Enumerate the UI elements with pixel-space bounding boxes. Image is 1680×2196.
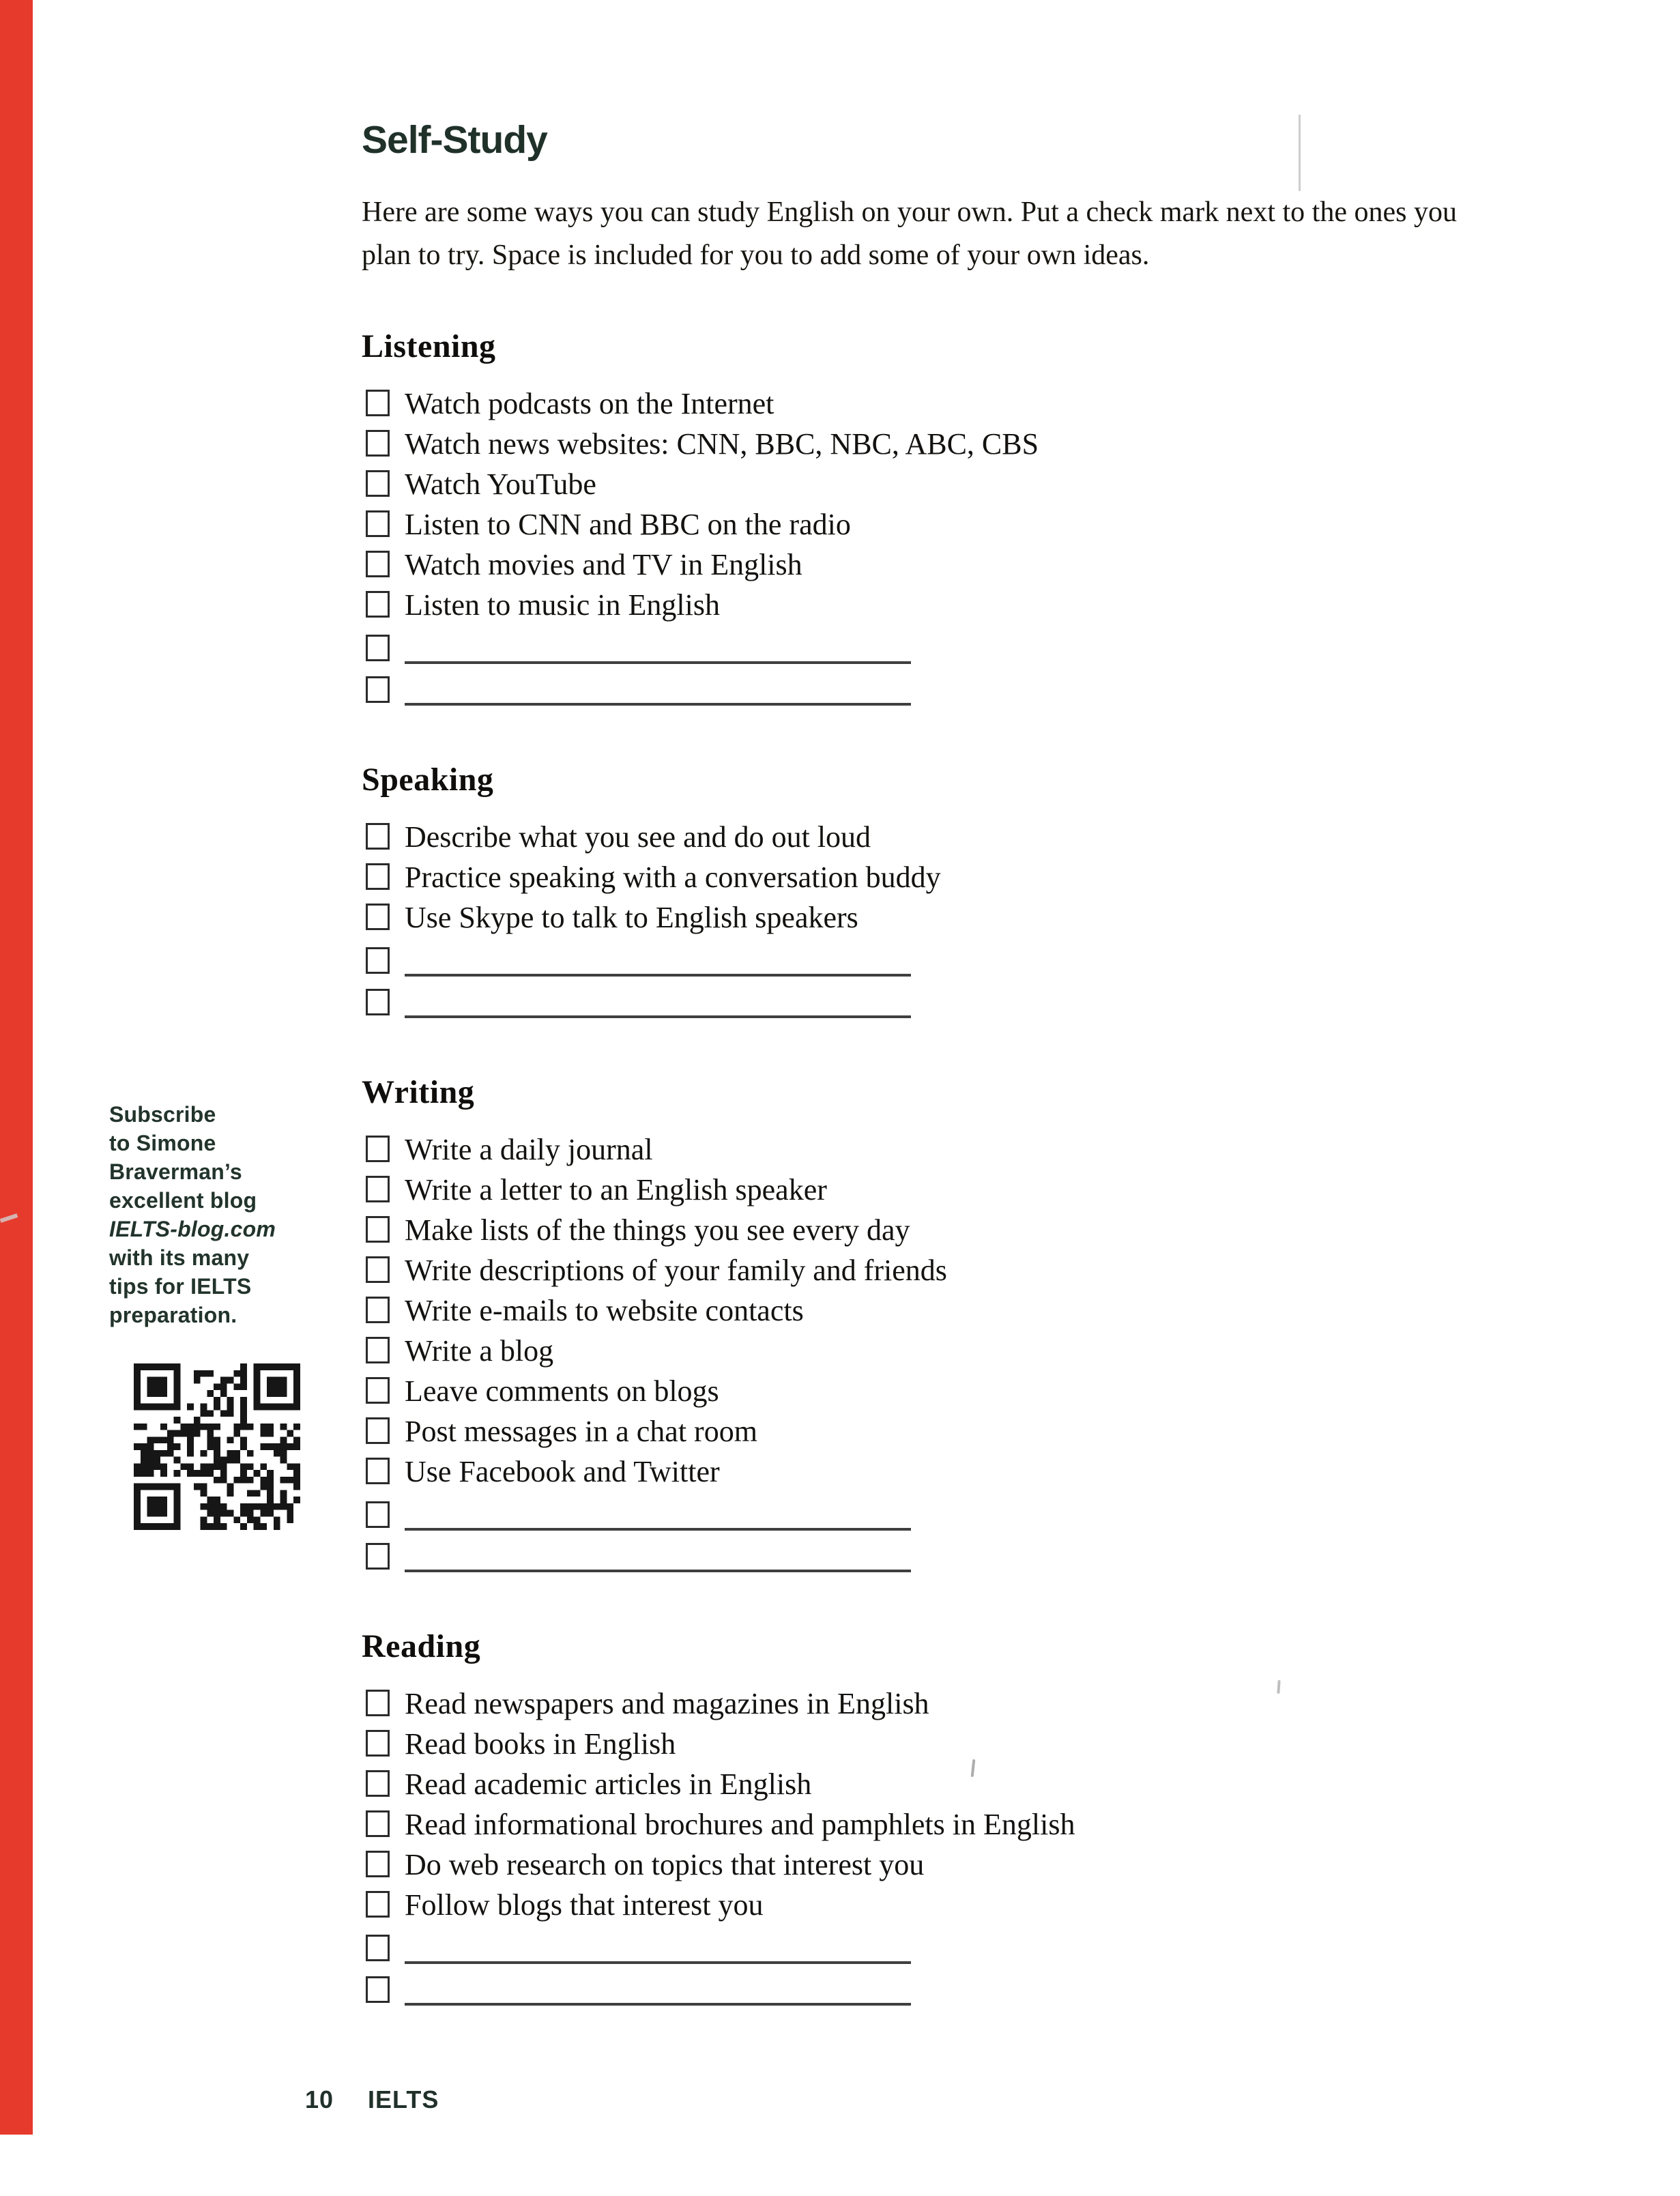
checkbox[interactable]: [366, 430, 390, 457]
item-label: Write e-mails to website contacts: [405, 1294, 804, 1327]
sidebar-note: [109, 1100, 334, 1329]
section-reading: [362, 1628, 1590, 2010]
item-label: Read books in English: [405, 1727, 676, 1761]
sidebar-note-line: Braverman’s: [109, 1159, 242, 1184]
section-heading: Writing: [362, 1074, 475, 1110]
item-label: Watch podcasts on the Internet: [405, 387, 774, 420]
checkbox[interactable]: [366, 947, 390, 974]
checkbox[interactable]: [366, 1501, 390, 1528]
section-writing: [362, 1073, 1590, 1577]
checkbox[interactable]: [366, 1216, 390, 1243]
write-in-row: [366, 669, 1590, 710]
checkbox[interactable]: [366, 551, 390, 577]
sidebar-note-line: to Simone: [109, 1131, 216, 1155]
checklist-item: [366, 859, 1590, 899]
checkbox[interactable]: [366, 1543, 390, 1570]
main-column: [362, 117, 1590, 2010]
item-label: Watch movies and TV in English: [405, 548, 802, 581]
checklist-item: [366, 547, 1590, 587]
item-label: Do web research on topics that interest you: [405, 1848, 925, 1881]
sidebar-note-line: excellent blog: [109, 1188, 257, 1213]
checklist-item: [366, 1333, 1590, 1373]
write-in-line[interactable]: [405, 940, 911, 977]
intro-line: Here are some ways you can study English on your own. Put a check mark next to the ones you: [362, 197, 1457, 228]
checkbox[interactable]: [366, 1851, 390, 1877]
item-label: Leave comments on blogs: [405, 1374, 719, 1408]
checkbox[interactable]: [366, 1417, 390, 1444]
checklist-item: [366, 899, 1590, 940]
item-label: Read newspapers and magazines in English: [405, 1687, 929, 1720]
checkbox[interactable]: [366, 1458, 390, 1484]
checkbox[interactable]: [366, 1377, 390, 1404]
checklist: [362, 1686, 1590, 2010]
item-label: Post messages in a chat room: [405, 1415, 757, 1448]
checklist: [362, 1131, 1590, 1577]
section-heading: Reading: [362, 1628, 481, 1664]
intro-paragraph: [362, 191, 1590, 277]
item-label: Watch news websites: CNN, BBC, NBC, ABC, CBS: [405, 427, 1039, 461]
book-title: IELTS: [368, 2085, 439, 2113]
item-label: Practice speaking with a conversation buddy: [405, 861, 941, 894]
checklist-item: [366, 1292, 1590, 1333]
checkbox[interactable]: [366, 1810, 390, 1837]
checklist-item: [366, 466, 1590, 506]
checkbox[interactable]: [366, 676, 390, 703]
item-label: Make lists of the things you see every day: [405, 1213, 910, 1247]
checkbox[interactable]: [366, 591, 390, 618]
checkbox[interactable]: [366, 1337, 390, 1363]
checkbox[interactable]: [366, 1891, 390, 1918]
write-in-row: [366, 1969, 1590, 2010]
item-label: Write descriptions of your family and friends: [405, 1254, 947, 1287]
sidebar-note-line: preparation.: [109, 1303, 237, 1327]
write-in-line[interactable]: [405, 1969, 911, 2006]
write-in-row: [366, 981, 1590, 1023]
write-in-line[interactable]: [405, 669, 911, 706]
sidebar-note-line: with its many: [109, 1245, 250, 1270]
sidebar-note-text: [109, 1100, 334, 1329]
checkbox[interactable]: [366, 1935, 390, 1961]
sidebar-note-line: tips for IELTS: [109, 1274, 252, 1299]
section-speaking: [362, 761, 1590, 1023]
section-heading: Listening: [362, 328, 496, 364]
checkbox[interactable]: [366, 1136, 390, 1162]
checkbox[interactable]: [366, 635, 390, 661]
checkbox[interactable]: [366, 1297, 390, 1323]
write-in-line[interactable]: [405, 981, 911, 1018]
checklist-item: [366, 1252, 1590, 1292]
page-footer: [305, 2085, 439, 2114]
item-label: Write a blog: [405, 1334, 554, 1368]
checklist-item: [366, 386, 1590, 426]
qr-code: [134, 1363, 300, 1530]
write-in-row: [366, 1535, 1590, 1577]
checkbox[interactable]: [366, 1730, 390, 1757]
page-title: Self-Study: [362, 118, 547, 162]
checkbox[interactable]: [366, 1256, 390, 1283]
checkbox[interactable]: [366, 390, 390, 416]
sidebar-note-line: IELTS-blog.com: [109, 1217, 276, 1241]
checkbox[interactable]: [366, 989, 390, 1015]
checklist-sections: [362, 328, 1590, 2010]
sidebar-note-line: Subscribe: [109, 1102, 216, 1127]
checklist-item: [366, 1212, 1590, 1252]
checklist-item: [366, 1686, 1590, 1726]
scan-artifact: [1299, 115, 1301, 191]
item-label: Read informational brochures and pamphlets in English: [405, 1808, 1075, 1841]
checkbox[interactable]: [366, 1176, 390, 1202]
checkbox[interactable]: [366, 510, 390, 537]
item-label: Read academic articles in English: [405, 1767, 812, 1801]
write-in-row: [366, 940, 1590, 981]
item-label: Describe what you see and do out loud: [405, 820, 871, 854]
checklist: [362, 819, 1590, 1023]
checklist-item: [366, 506, 1590, 547]
page-number: 10: [305, 2085, 334, 2113]
checklist-item: [366, 1172, 1590, 1212]
checklist-item: [366, 587, 1590, 627]
checkbox[interactable]: [366, 823, 390, 850]
item-label: Write a letter to an English speaker: [405, 1173, 827, 1207]
checklist-item: [366, 1766, 1590, 1806]
red-accent-bar: [0, 0, 33, 2135]
checkbox[interactable]: [366, 904, 390, 930]
checkbox[interactable]: [366, 1690, 390, 1716]
checkbox[interactable]: [366, 863, 390, 890]
item-label: Listen to CNN and BBC on the radio: [405, 508, 851, 541]
item-label: Listen to music in English: [405, 588, 720, 622]
write-in-row: [366, 627, 1590, 669]
checklist-item: [366, 1726, 1590, 1766]
checklist-item: [366, 1373, 1590, 1413]
checklist-item: [366, 1847, 1590, 1887]
checklist-item: [366, 1131, 1590, 1172]
item-label: Use Facebook and Twitter: [405, 1455, 720, 1488]
checkbox[interactable]: [366, 1770, 390, 1797]
item-label: Write a daily journal: [405, 1133, 653, 1166]
checkbox[interactable]: [366, 470, 390, 497]
checklist-item: [366, 1887, 1590, 1927]
write-in-line[interactable]: [405, 1927, 911, 1964]
write-in-row: [366, 1927, 1590, 1969]
checklist-item: [366, 819, 1590, 859]
write-in-line[interactable]: [405, 1535, 911, 1572]
checklist: [362, 386, 1590, 710]
item-label: Watch YouTube: [405, 467, 596, 501]
write-in-line[interactable]: [405, 1494, 911, 1531]
write-in-line[interactable]: [405, 627, 911, 664]
checklist-item: [366, 1454, 1590, 1494]
item-label: Follow blogs that interest you: [405, 1888, 764, 1922]
checklist-item: [366, 1806, 1590, 1847]
checklist-item: [366, 1413, 1590, 1454]
checkbox[interactable]: [366, 1976, 390, 2003]
intro-line: plan to try. Space is included for you to add some of your own ideas.: [362, 240, 1150, 271]
checklist-item: [366, 426, 1590, 466]
write-in-row: [366, 1494, 1590, 1535]
section-heading: Speaking: [362, 762, 494, 798]
item-label: Use Skype to talk to English speakers: [405, 901, 858, 934]
section-listening: [362, 328, 1590, 710]
